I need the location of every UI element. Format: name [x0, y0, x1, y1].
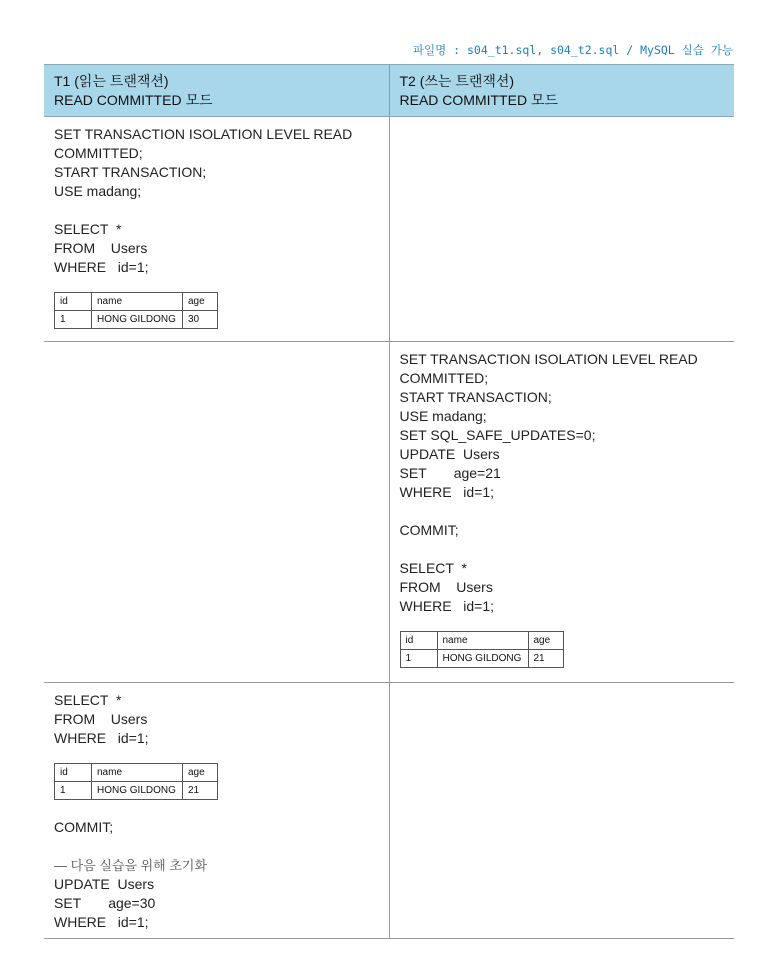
result-cell-id: 1 — [55, 782, 92, 800]
code-line: FROM Users — [54, 240, 148, 256]
code-line: WHERE id=1; — [399, 598, 495, 614]
query-result-table — [54, 292, 218, 329]
code-line: SELECT * — [54, 221, 122, 237]
t2-step-3-empty — [389, 683, 734, 939]
result-col-id: id — [55, 764, 92, 782]
code-line: START TRANSACTION; — [54, 164, 207, 180]
file-name-note: 파일명 : s04_t1.sql, s04_t2.sql / MySQL 실습 가능 — [412, 43, 733, 57]
t2-mode: READ COMMITTED 모드 — [399, 92, 558, 108]
code-line: COMMIT; — [399, 522, 459, 538]
t2-step-2 — [389, 342, 734, 683]
query-result-table — [54, 763, 218, 800]
result-col-name: name — [92, 764, 183, 782]
t1-header — [44, 65, 389, 117]
code-line: COMMITTED; — [399, 370, 489, 386]
code-line: START TRANSACTION; — [399, 389, 552, 405]
transaction-comparison-table — [44, 64, 734, 939]
code-line: COMMIT; — [54, 819, 114, 835]
code-line: USE madang; — [399, 408, 487, 424]
code-line: WHERE id=1; — [54, 730, 149, 746]
t1-title: T1 (읽는 트랜잭션) — [54, 73, 169, 89]
t1-step-3 — [44, 683, 389, 939]
t1-step-1 — [44, 117, 389, 342]
query-result-table — [400, 631, 564, 668]
result-cell-age: 21 — [188, 785, 200, 796]
code-line: COMMITTED; — [54, 145, 143, 161]
code-line: SET age=21 — [399, 465, 501, 481]
result-col-age: age — [183, 764, 218, 782]
result-col-name: name — [92, 293, 183, 311]
t1-step-2-empty — [44, 342, 389, 683]
result-cell-age: 21 — [533, 653, 545, 664]
result-col-age: age — [528, 632, 563, 650]
code-line: UPDATE Users — [399, 446, 500, 462]
code-line: SET TRANSACTION ISOLATION LEVEL READ — [54, 126, 353, 142]
code-line: SET TRANSACTION ISOLATION LEVEL READ — [399, 351, 698, 367]
result-col-id: id — [400, 632, 437, 650]
code-comment: — 다음 실습을 위해 초기화 — [54, 858, 208, 873]
step-row-2 — [44, 342, 734, 683]
code-line: WHERE id=1; — [54, 914, 149, 930]
result-col-id: id — [55, 293, 92, 311]
code-line: SELECT * — [54, 692, 122, 708]
result-col-name: name — [437, 632, 528, 650]
result-cell-id: 1 — [400, 650, 437, 668]
code-line: SELECT * — [399, 560, 467, 576]
header-row — [44, 65, 734, 117]
code-line: UPDATE Users — [54, 876, 155, 892]
result-cell-name: HONG GILDONG — [92, 782, 183, 800]
result-cell-name: HONG GILDONG — [92, 311, 183, 329]
code-line: FROM Users — [399, 579, 493, 595]
code-line: USE madang; — [54, 183, 142, 199]
step-row-3 — [44, 683, 734, 939]
result-col-age: age — [183, 293, 218, 311]
code-line: FROM Users — [54, 711, 148, 727]
code-line: WHERE id=1; — [399, 484, 495, 500]
t1-mode: READ COMMITTED 모드 — [54, 92, 213, 108]
step-row-1 — [44, 117, 734, 342]
t2-header — [389, 65, 734, 117]
code-line: WHERE id=1; — [54, 259, 149, 275]
result-cell-age: 30 — [188, 314, 200, 325]
t2-step-1-empty — [389, 117, 734, 342]
code-line: SET age=30 — [54, 895, 156, 911]
t2-title: T2 (쓰는 트랜잭션) — [399, 73, 515, 89]
result-cell-name: HONG GILDONG — [437, 650, 528, 668]
code-line: SET SQL_SAFE_UPDATES=0; — [399, 427, 596, 443]
result-cell-id: 1 — [55, 311, 92, 329]
